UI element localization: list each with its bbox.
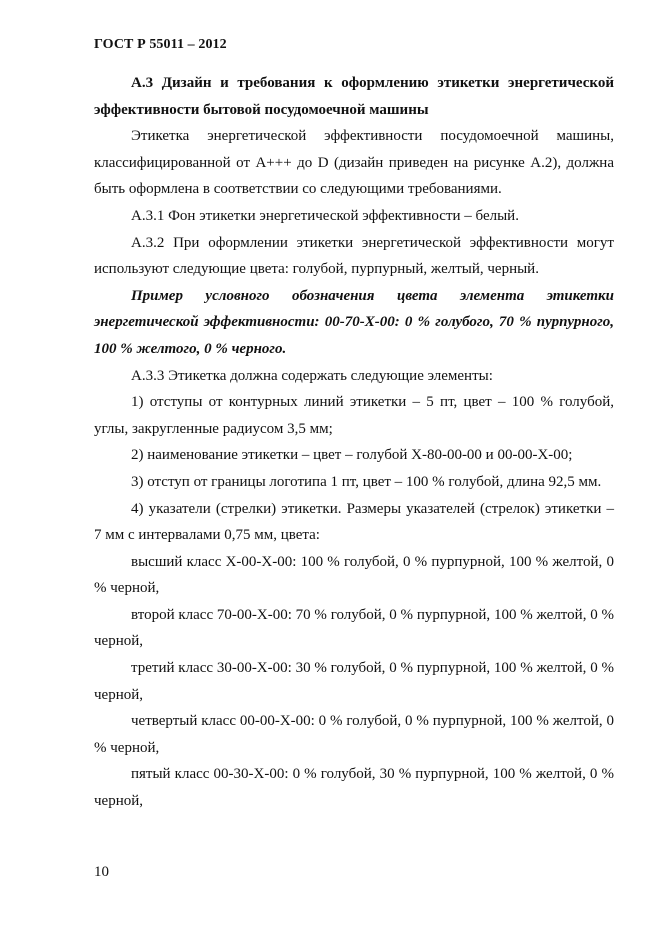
list-item-4: 4) указатели (стрелки) этикетки. Размеры указателей (стрелок) этикетки – 7 мм с интервалами 0,75 мм, цвета: bbox=[94, 500, 614, 544]
section-title: А.3 Дизайн и требования к оформлению этикетки энергетической эффективности бытовой посудомоечной машины bbox=[94, 75, 614, 118]
page-number: 10 bbox=[94, 864, 109, 880]
page-body bbox=[94, 70, 614, 815]
class-second: второй класс 70-00-Х-00: 70 % голубой, 0 % пурпурной, 100 % желтой, 0 % черной, bbox=[94, 606, 614, 650]
paragraph-a33: А.3.3 Этикетка должна содержать следующие элементы: bbox=[131, 367, 493, 384]
class-fourth: четвертый класс 00-00-Х-00: 0 % голубой, 0 % пурпурной, 100 % желтой, 0 % черной, bbox=[94, 713, 614, 756]
list-item-1: 1) отступы от контурных линий этикетки – 5 пт, цвет – 100 % голубой, углы, закругленные радиусом 3,5 мм; bbox=[94, 394, 614, 437]
class-third: третий класс 30-00-Х-00: 30 % голубой, 0 % пурпурной, 100 % желтой, 0 % черной, bbox=[94, 660, 614, 703]
paragraph-intro: Этикетка энергетической эффективности посудомоечной машины, классифицированной от А+++ до D (дизайн приведен на рисунке А.2), должна быть оформлена в соответствии со следующими требованиями. bbox=[94, 128, 614, 198]
class-top: высший класс Х-00-Х-00: 100 % голубой, 0 % пурпурной, 100 % желтой, 0 % черной, bbox=[94, 553, 614, 597]
document-header: ГОСТ Р 55011 – 2012 bbox=[94, 37, 227, 52]
paragraph-a32: А.3.2 При оформлении этикетки энергетической эффективности могут используют следующие цвета: голубой, пурпурный, желтый, черный. bbox=[94, 234, 614, 278]
class-fifth: пятый класс 00-30-Х-00: 0 % голубой, 30 % пурпурной, 100 % желтой, 0 % черной, bbox=[94, 766, 614, 810]
list-item-3: 3) отступ от границы логотипа 1 пт, цвет – 100 % голубой, длина 92,5 мм. bbox=[131, 473, 602, 490]
example-paragraph: Пример условного обозначения цвета элемента этикетки энергетической эффективности: 00-70-Х-00: 0 % голубого, 70 % пурпурного, 100 % желтого, 0 % черного. bbox=[94, 287, 614, 357]
paragraph-a31: А.3.1 Фон этикетки энергетической эффективности – белый. bbox=[131, 207, 519, 224]
list-item-2: 2) наименование этикетки – цвет – голубой Х-80-00-00 и 00-00-Х-00; bbox=[131, 447, 573, 464]
